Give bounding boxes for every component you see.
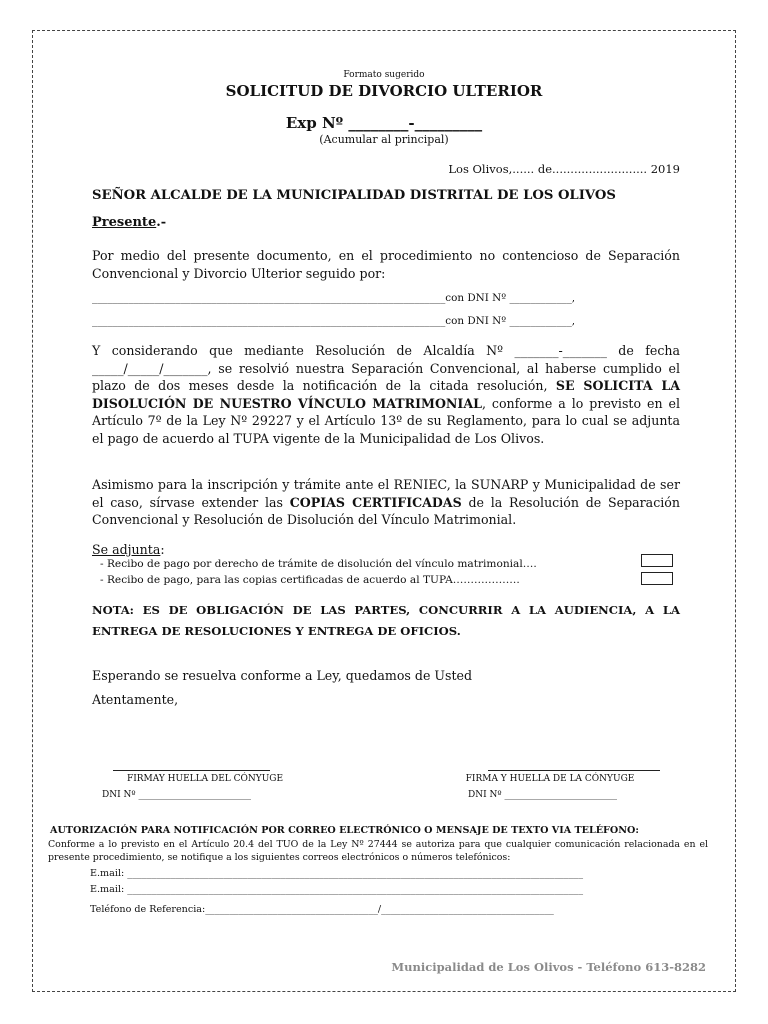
signature-line-left: [113, 770, 270, 771]
body-paragraph-2: Asimismo para la inscripción y trámite ante el RENIEC, la SUNARP y Municipalidad de ser el caso, sírvase extender las COPIAS CERTIFICADAS de la Resolución de Separación Convencional y Resolución de Disolución del Vínculo Matrimonial.: [92, 477, 680, 527]
signature-label-right: FIRMA Y HUELLA DE LA CÓNYUGE: [465, 774, 635, 784]
expediente-number: Exp Nº ________-_________: [285, 114, 483, 132]
closing-esperando: Esperando se resuelva conforme a Ley, quedamos de Usted: [92, 668, 473, 683]
nota: NOTA: ES DE OBLIGACIÓN DE LAS PARTES, CONCURRIR A LA AUDIENCIA, A LA ENTREGA DE RESOLUCIONES Y ENTREGA DE OFICIOS.: [92, 603, 680, 638]
closing-atentamente: Atentamente,: [92, 692, 179, 707]
dni-left: DNI Nº _________________________: [102, 790, 251, 800]
footer: Municipalidad de Los Olivos - Teléfono 613-8282: [391, 960, 706, 974]
party-line-1: ____________________________________________________________________con DNI Nº ____________,: [92, 292, 576, 304]
adjunta-item-1: - Recibo de pago por derecho de trámite de disolución del vínculo matrimonial….: [100, 558, 537, 570]
signature-label-left: FIRMAY HUELLA DEL CÓNYUGE: [126, 774, 284, 784]
email-field-1[interactable]: E.mail: _______________________________________________________________________________________________: [90, 868, 583, 879]
telefono-field[interactable]: Teléfono de Referencia:____________________________________/____________________________________: [90, 904, 554, 915]
acumular-note: (Acumular al principal): [319, 133, 449, 146]
signature-line-right: [488, 770, 660, 771]
email-field-2[interactable]: E.mail: _______________________________________________________________________________________________: [90, 884, 583, 895]
autorizacion-title: AUTORIZACIÓN PARA NOTIFICACIÓN POR CORREO ELECTRÓNICO O MENSAJE DE TEXTO VIA TELÉFONO:: [50, 825, 639, 836]
adjunta-item-2: - Recibo de pago, para las copias certificadas de acuerdo al TUPA……………….: [100, 574, 520, 586]
presente: Presente.-: [92, 215, 167, 230]
formato-sugerido: Formato sugerido: [343, 70, 425, 80]
addressee: SEÑOR ALCALDE DE LA MUNICIPALIDAD DISTRITAL DE LOS OLIVOS: [92, 188, 616, 203]
party-line-2: ____________________________________________________________________con DNI Nº ____________,: [92, 315, 576, 327]
dni-right: DNI Nº _________________________: [468, 790, 617, 800]
autorizacion-text: Conforme a lo previsto en el Artículo 20.4 del TUO de la Ley Nº 27444 se autoriza para que cualquier comunicación relacionada en el presente procedimiento, se notifique a los siguientes correos electrónicos o números telefónicos:: [48, 839, 708, 863]
place-date: Los Olivos,...... de.......................... 2019: [448, 162, 680, 176]
adjunta-label: Se adjunta:: [92, 542, 165, 557]
intro-paragraph: Por medio del presente documento, en el procedimiento no contencioso de Separación Convencional y Divorcio Ulterior seguido por:: [92, 248, 680, 281]
body-paragraph-1: Y considerando que mediante Resolución de Alcaldía Nº _______-_______ de fecha _____/_____/_______, se resolvió nuestra Separación Convencional, al haberse cumplido el plazo de dos meses desde la notificación de la citada resolución, SE SOLICITA LA DISOLUCIÓN DE NUESTRO VÍNCULO MATRIMONIAL, conforme a lo previsto en el Artículo 7º de la Ley Nº 29227 y el Artículo 13º de su Reglamento, para lo cual se adjunta el pago de acuerdo al TUPA vigente de la Municipalidad de Los Olivos.: [92, 343, 680, 446]
adjunta-checkbox-2[interactable]: [641, 572, 673, 585]
document-title: SOLICITUD DE DIVORCIO ULTERIOR: [225, 82, 543, 100]
adjunta-checkbox-1[interactable]: [641, 554, 673, 567]
